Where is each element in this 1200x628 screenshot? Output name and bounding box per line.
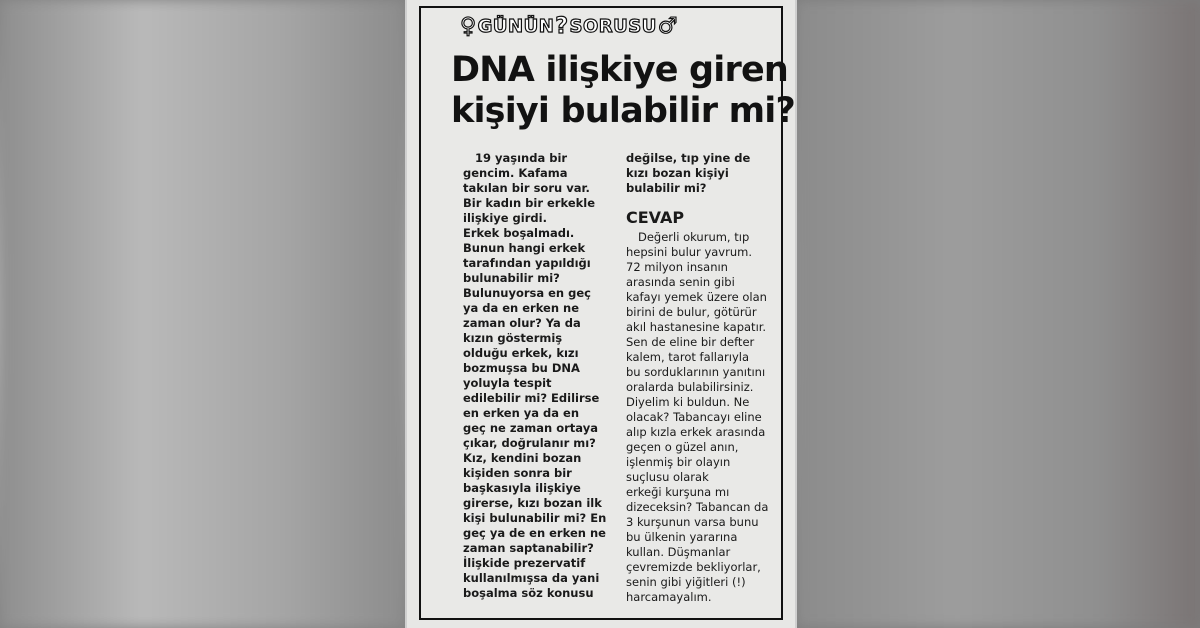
answer-line: oralarda bulabilirsiniz.	[626, 380, 754, 394]
female-symbol-icon: ♀	[460, 13, 477, 39]
answer-line: işlenmiş bir olayın	[626, 455, 731, 469]
answer-line: bu ülkenin yararına	[626, 530, 738, 544]
newspaper-clipping	[405, 0, 797, 628]
question-line: zaman saptanabilir?	[463, 541, 594, 555]
section-tag-left: GÜNÜN	[477, 15, 555, 37]
question-line: olduğu erkek, kızı	[463, 346, 579, 360]
headline-line-1: DNA ilişkiye giren	[451, 50, 789, 90]
question-column	[463, 151, 618, 601]
question-line: tarafından yapıldığı	[463, 256, 591, 270]
answer-line: 3 kurşunun varsa bunu	[626, 515, 759, 529]
question-line: zaman olur? Ya da	[463, 316, 581, 330]
question-line: kızın göstermiş	[463, 331, 563, 345]
section-tag-right: SORUSU	[569, 15, 657, 37]
question-line: edilebilir mi? Edilirse	[463, 391, 600, 405]
question-line: bulabilir mi?	[626, 181, 707, 195]
question-line: ilişkiye girdi.	[463, 211, 547, 225]
question-line: yoluyla tespit	[463, 376, 552, 390]
answer-line: senin gibi yiğitleri (!)	[626, 575, 746, 589]
answer-line: hepsini bulur yavrum.	[626, 245, 752, 259]
answer-line: kullan. Düşmanlar	[626, 545, 731, 559]
answer-column	[626, 230, 788, 605]
question-line: geç ne zaman ortaya	[463, 421, 598, 435]
answer-line: Sen de eline bir defter	[626, 335, 755, 349]
question-line: en erken ya da en	[463, 406, 580, 420]
question-line: değilse, tıp yine de	[626, 151, 751, 165]
section-tag	[459, 12, 679, 40]
answer-line: erkeği kurşuna mı	[626, 485, 730, 499]
question-line: Erkek boşalmadı.	[463, 226, 575, 240]
question-line: girerse, kızı bozan ilk	[463, 496, 602, 510]
answer-line: Diyelim ki buldun. Ne	[626, 395, 750, 409]
article-frame	[419, 6, 795, 620]
answer-line: akıl hastanesine kapatır.	[626, 320, 767, 334]
question-line: kişiden sonra bir	[463, 466, 572, 480]
headline	[451, 50, 801, 132]
question-continued	[626, 151, 786, 196]
question-line: boşalma söz konusu	[463, 586, 594, 600]
answer-line: harcamayalım.	[626, 590, 712, 604]
question-line: kişi bulunabilir mi? En	[463, 511, 607, 525]
question-line: 19 yaşında bir	[475, 151, 568, 165]
answer-heading: CEVAP	[626, 208, 685, 227]
answer-line: dizeceksin? Tabancan da	[626, 500, 769, 514]
answer-line: çevremizde bekliyorlar,	[626, 560, 761, 574]
answer-line: suçlusu olarak	[626, 470, 709, 484]
question-line: kullanılmışsa da yani	[463, 571, 600, 585]
answer-line: kalem, tarot fallarıyla	[626, 350, 750, 364]
question-line: Bir kadın bir erkekle	[463, 196, 596, 210]
question-line: Kız, kendini bozan	[463, 451, 582, 465]
answer-line: kafayı yemek üzere olan	[626, 290, 767, 304]
answer-line: olacak? Tabancayı eline	[626, 410, 762, 424]
question-line: Bunun hangi erkek	[463, 241, 586, 255]
question-line: geç ya de en erken ne	[463, 526, 606, 540]
question-line: takılan bir soru var.	[463, 181, 590, 195]
question-line: Bulunuyorsa en geç	[463, 286, 591, 300]
question-line: başkasıyla ilişkiye	[463, 481, 581, 495]
question-line: bozmuşsa bu DNA	[463, 361, 580, 375]
male-symbol-icon: ♂	[657, 13, 679, 39]
question-line: gencim. Kafama	[463, 166, 568, 180]
answer-line: bu sorduklarının yanıtını	[626, 365, 766, 379]
question-mark-icon: ?	[555, 13, 569, 39]
question-line: bulunabilir mi?	[463, 271, 560, 285]
answer-line: geçen o güzel anın,	[626, 440, 739, 454]
answer-line: Değerli okurum, tıp	[638, 230, 750, 244]
question-line: ya da en erken ne	[463, 301, 580, 315]
answer-line: arasında senin gibi	[626, 275, 735, 289]
question-line: kızı bozan kişiyi	[626, 166, 729, 180]
question-line: İlişkide prezervatif	[463, 556, 586, 570]
question-line: çıkar, doğrulanır mı?	[463, 436, 596, 450]
answer-line: alıp kızla erkek arasında	[626, 425, 766, 439]
answer-line: birini de bulur, götürür	[626, 305, 757, 319]
headline-line-2: kişiyi bulabilir mi?	[451, 91, 795, 131]
answer-line: 72 milyon insanın	[626, 260, 728, 274]
